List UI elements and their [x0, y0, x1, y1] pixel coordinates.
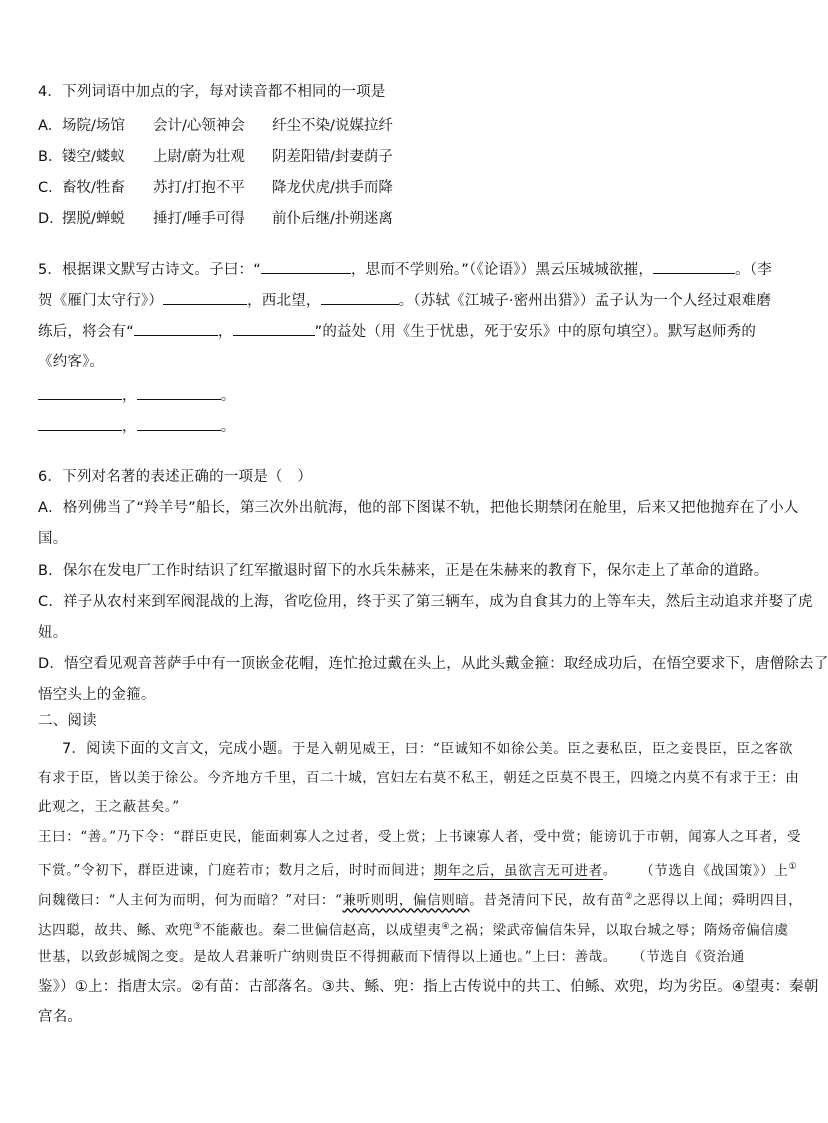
option-word: 降龙伏虎/拱手而降: [272, 180, 393, 196]
q5-text: ，思而不学则殆。”（《论语》）黑云压城城欲摧，: [350, 262, 654, 278]
underlined-sentence: 期年之后，虽欲言无可进者: [433, 862, 603, 879]
option-word: 镂空/蝼蚁: [62, 149, 125, 165]
footnote-mark: ②: [624, 892, 634, 902]
q7-stem: 7．阅读下面的文言文，完成小题。: [62, 741, 292, 757]
option-label: A．: [38, 118, 63, 134]
q6-option-a-cont: 国。: [38, 531, 68, 547]
fill-blank[interactable]: [233, 321, 315, 336]
q6-option-d-cont: 悟空头上的金箍。: [38, 687, 156, 703]
option-word: 阴差阳错/封妻荫子: [272, 149, 393, 165]
q6-stem: 6．下列对名著的表述正确的一项是（ ）: [38, 469, 313, 485]
fill-blank[interactable]: [38, 416, 122, 431]
option-word: 会计/心领神会: [153, 118, 245, 134]
q5-text: ，西北望，: [247, 293, 321, 309]
option-word: 苏打/打抱不平: [153, 180, 245, 196]
source-note: （节选自《战国策》）上: [646, 862, 789, 879]
fill-blank[interactable]: [653, 259, 735, 274]
option-label: B．: [38, 149, 63, 165]
q7-line-2: 有求于臣，皆以美于徐公。今齐地方千里，百二十城，宫妇左右莫不私王，朝廷之臣莫不畏王，四境之内莫不有求于王：由: [38, 770, 800, 786]
footnote-mark: ①: [788, 862, 798, 872]
q5-text: 练后，将会有“: [38, 324, 134, 340]
fill-blank[interactable]: [321, 290, 399, 305]
q7-line-7: [38, 917, 789, 941]
footnote-mark: ④: [441, 922, 451, 932]
option-word: 捶打/唾手可得: [153, 211, 245, 227]
passage-text: 之恶得以上闻；舜明四目，: [633, 892, 803, 909]
fill-blank[interactable]: [137, 416, 221, 431]
passage-text: 。昔尧清问下民，故有苗: [469, 892, 625, 909]
passage-text: 。: [602, 862, 617, 879]
option-label: D．: [38, 211, 64, 227]
passage-text: 不能蔽也。秦二世偏信赵高，以成望夷: [201, 922, 442, 939]
q7-line-6: [38, 887, 802, 911]
fill-blank[interactable]: [261, 259, 351, 274]
q5-text: 贺《雁门太守行》）: [38, 293, 164, 309]
q5-line-2: [38, 290, 771, 311]
q5-line-1: [38, 259, 772, 280]
passage-text: 于是入朝见威王，曰：“臣诚知不如徐公美。臣之妻私臣，臣之妾畏臣，臣之客欲: [291, 741, 793, 757]
q5-text: 。: [220, 388, 236, 404]
fill-blank[interactable]: [134, 321, 218, 336]
q5-answer-line-2: [38, 416, 235, 437]
q5-text: 。（苏轼《江城子·密州出猎》）孟子认为一个人经过艰难磨: [398, 293, 772, 309]
fill-blank[interactable]: [38, 385, 122, 400]
q6-option-c-cont: 妞。: [38, 625, 68, 641]
option-label: C．: [38, 180, 63, 196]
passage-text: 达四聪，故共、鲧、欢兜: [38, 922, 194, 939]
section-heading: 二、阅读: [38, 713, 97, 729]
passage-text: 世基，以致彭城阁之变。是故人君兼听广纳则贵臣不得拥蔽而下情得以上通也。”上曰：善哉。: [38, 949, 617, 965]
option-word: 上尉/蔚为壮观: [153, 149, 245, 165]
q5-text: 。: [220, 419, 236, 435]
q7-line-4: 王曰：“善。”乃下令：“群臣吏民，能面刺寡人之过者，受上赏；上书谏寡人者，受中赏；能谤讥于市朝，闻寡人之耳者，受: [38, 829, 802, 845]
q5-line-4: 《约客》。: [38, 354, 105, 370]
option-word: 场院/场馆: [62, 118, 125, 134]
q6-option-c: C．祥子从农村来到军阀混战的上海，省吃俭用，终于买了第三辆车，成为自食其力的上等车夫，然后主动追求并娶了虎: [38, 594, 813, 610]
q5-text: 5．根据课文默写古诗文。子曰：“: [38, 262, 261, 278]
q7-line-1: [62, 739, 793, 759]
footnote-mark: ③: [193, 922, 202, 932]
q7-line-5: [38, 857, 797, 881]
fill-blank[interactable]: [137, 385, 221, 400]
q5-text: ，: [217, 324, 233, 340]
passage-text: 下赏。”令初下，群臣进谏，门庭若市；数月之后，时时而间进；: [38, 862, 434, 879]
q7-footnotes-cont: 宫名。: [38, 1009, 83, 1025]
q5-text: ，: [122, 419, 137, 435]
q5-text: ，: [122, 388, 137, 404]
fill-blank[interactable]: [163, 290, 247, 305]
q5-text: 。（李: [735, 262, 772, 278]
option-word: 畜牧/牲畜: [62, 180, 125, 196]
option-word: 前仆后继/扑朔迷离: [272, 211, 393, 227]
option-word: 纤尘不染/说媒拉纤: [272, 118, 393, 134]
wavy-underlined-phrase: 兼听则明，偏信则暗: [342, 892, 470, 909]
passage-text: 之祸；梁武帝偏信朱异，以取台城之辱；隋炀帝偏信虞: [450, 922, 789, 939]
option-word: 摆脱/蝉蜕: [62, 211, 125, 227]
q6-option-a: A．格列佛当了“羚羊号”船长，第三次外出航海，他的部下图谋不轨，把他长期禁闭在舱里，后来又把他抛弃在了小人: [38, 500, 799, 516]
q6-option-b: B．保尔在发电厂工作时结识了红军撤退时留下的水兵朱赫来，正是在朱赫来的教育下，保尔走上了革命的道路。: [38, 563, 769, 579]
q7-line-3: 此观之，王之蔽甚矣。”: [38, 799, 180, 815]
q6-option-d: D．悟空看见观音菩萨手中有一顶嵌金花帽，连忙抢过戴在头上，从此头戴金箍：取经成功后，在悟空要求下，唐僧除去了: [38, 656, 828, 672]
passage-text: 问魏徵曰：“人主何为而明，何为而暗？”对曰：“: [38, 892, 343, 909]
q4-stem: 4．下列词语中加点的字，每对读音都不相同的一项是: [38, 84, 386, 100]
q5-answer-line-1: [38, 385, 235, 406]
source-note: （节选自《资治通: [638, 949, 745, 965]
q5-text: ”的益处（用《生于忧患，死于安乐》中的原句填空）。默写赵师秀的: [314, 324, 757, 340]
q5-line-3: [38, 321, 756, 342]
q7-line-8: [38, 947, 745, 967]
q7-footnotes: 鉴》）①上：指唐太宗。②有苗：古部落名。③共、鲧、兜：指上古传说中的共工、伯鲧、欢兜，均为劣臣。④望夷：秦朝: [38, 979, 819, 995]
